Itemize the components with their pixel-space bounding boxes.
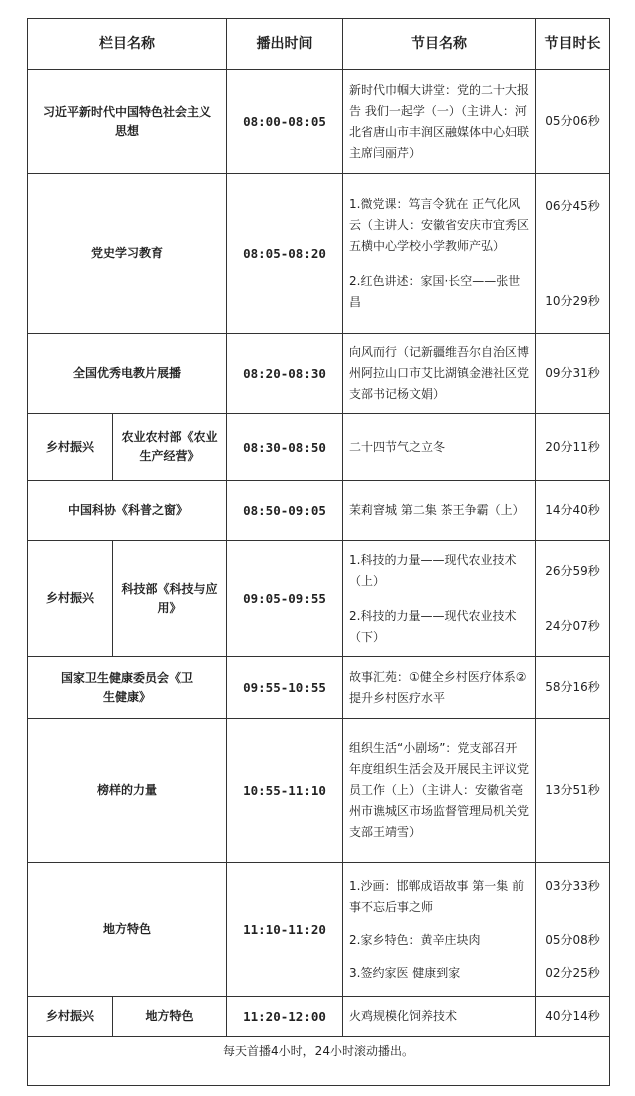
footer-row — [28, 1037, 610, 1086]
duration — [536, 334, 610, 414]
program-name — [343, 657, 536, 719]
header-program-name: 节目名称 — [343, 19, 536, 70]
air-time: 08:30-08:50 — [227, 414, 343, 481]
duration-value: 09分31秒 — [545, 366, 600, 380]
program-name — [343, 334, 536, 414]
air-time: 11:10-11:20 — [227, 863, 343, 997]
program-item: 2.家乡特色：黄辛庄块肉 — [349, 932, 481, 947]
program-item: 火鸡规模化饲养技术 — [349, 1009, 458, 1023]
table-row — [28, 997, 610, 1037]
duration-value: 40分14秒 — [545, 1009, 600, 1023]
header-column-name: 栏目名称 — [28, 19, 227, 70]
table-row — [28, 657, 610, 719]
program-item: 故事汇苑：①健全乡村医疗体系②提升乡村医疗水平 — [349, 669, 527, 705]
program-item: 2.红色讲述：家国·长空——张世昌 — [349, 274, 521, 309]
duration-value: 58分16秒 — [545, 680, 600, 694]
table-row — [28, 414, 610, 481]
air-time: 08:50-09:05 — [227, 481, 343, 541]
program-item: 2.科技的力量——现代农业技术（下） — [349, 608, 517, 644]
program-name — [343, 541, 536, 657]
program-name — [343, 414, 536, 481]
duration-value: 02分25秒 — [545, 965, 600, 980]
program-name — [343, 863, 536, 997]
air-time: 09:55-10:55 — [227, 657, 343, 719]
table-row — [28, 174, 610, 334]
column-name-sub: 地方特色 — [113, 997, 227, 1037]
air-time: 09:05-09:55 — [227, 541, 343, 657]
duration-value: 26分59秒 — [545, 563, 600, 578]
table-row — [28, 70, 610, 174]
duration-value: 13分51秒 — [545, 783, 600, 797]
program-item: 茉莉窨城 第二集 茶王争霸（上） — [349, 503, 525, 517]
program-item: 二十四节气之立冬 — [349, 439, 446, 454]
column-name-main: 乡村振兴 — [28, 414, 113, 481]
table-row — [28, 541, 610, 657]
duration-value: 05分08秒 — [545, 932, 600, 947]
program-item: 1.微党课：笃言令犹在 正气化风云（主讲人：安徽省安庆市宜秀区五横中心学校小学教师产弘） — [349, 197, 530, 253]
duration — [536, 481, 610, 541]
table-row — [28, 481, 610, 541]
duration-value: 20分11秒 — [545, 439, 600, 454]
air-time: 08:00-08:05 — [227, 70, 343, 174]
program-item: 组织生活“小剧场”：党支部召开年度组织生活会及开展民主评议党员工作（上）（主讲人：安徽省亳州市谯城区市场监督管理局机关党支部王靖雪） — [349, 741, 530, 839]
duration — [536, 863, 610, 997]
duration-value: 03分33秒 — [545, 878, 600, 893]
header-row — [28, 19, 610, 70]
column-name-sub: 科技部《科技与应用》 — [113, 541, 227, 657]
duration-value: 14分40秒 — [545, 503, 600, 517]
duration — [536, 414, 610, 481]
column-name-main: 乡村振兴 — [28, 541, 113, 657]
program-item: 1.沙画：邯郸成语故事 第一集 前事不忘后事之师 — [349, 878, 525, 914]
program-item: 3.签约家医 健康到家 — [349, 965, 461, 980]
column-name: 国家卫生健康委员会《卫生健康》 — [28, 657, 227, 719]
column-name-sub: 农业农村部《农业生产经营》 — [113, 414, 227, 481]
footer-note: 每天首播4小时，24小时滚动播出。 — [28, 1037, 610, 1086]
duration-value: 05分06秒 — [545, 114, 600, 128]
table-row — [28, 863, 610, 997]
duration — [536, 719, 610, 863]
duration-value: 06分45秒 — [545, 198, 600, 213]
column-name: 习近平新时代中国特色社会主义思想 — [28, 70, 227, 174]
column-name: 地方特色 — [28, 863, 227, 997]
column-name: 全国优秀电教片展播 — [28, 334, 227, 414]
air-time: 11:20-12:00 — [227, 997, 343, 1037]
program-name — [343, 719, 536, 863]
program-name — [343, 997, 536, 1037]
program-name — [343, 481, 536, 541]
duration — [536, 657, 610, 719]
program-name — [343, 70, 536, 174]
duration-value: 10分29秒 — [545, 293, 600, 308]
table-row — [28, 719, 610, 863]
column-name: 党史学习教育 — [28, 174, 227, 334]
column-name: 榜样的力量 — [28, 719, 227, 863]
header-air-time: 播出时间 — [227, 19, 343, 70]
duration — [536, 174, 610, 334]
program-item: 1.科技的力量——现代农业技术（上） — [349, 552, 517, 588]
air-time: 08:05-08:20 — [227, 174, 343, 334]
program-item: 新时代巾帼大讲堂：党的二十大报告 我们一起学（一）（主讲人：河北省唐山市丰润区融媒体中心妇联主席闫丽芹） — [349, 82, 530, 160]
table-row — [28, 334, 610, 414]
duration — [536, 70, 610, 174]
air-time: 10:55-11:10 — [227, 719, 343, 863]
header-duration: 节目时长 — [536, 19, 610, 70]
duration-value: 24分07秒 — [545, 618, 600, 633]
duration — [536, 541, 610, 657]
program-name — [343, 174, 536, 334]
schedule-table — [27, 18, 610, 1086]
program-item: 向风而行（记新疆维吾尔自治区博州阿拉山口市艾比湖镇金港社区党支部书记杨文娟） — [349, 345, 530, 401]
air-time: 08:20-08:30 — [227, 334, 343, 414]
column-name-main: 乡村振兴 — [28, 997, 113, 1037]
duration — [536, 997, 610, 1037]
column-name: 中国科协《科普之窗》 — [28, 481, 227, 541]
